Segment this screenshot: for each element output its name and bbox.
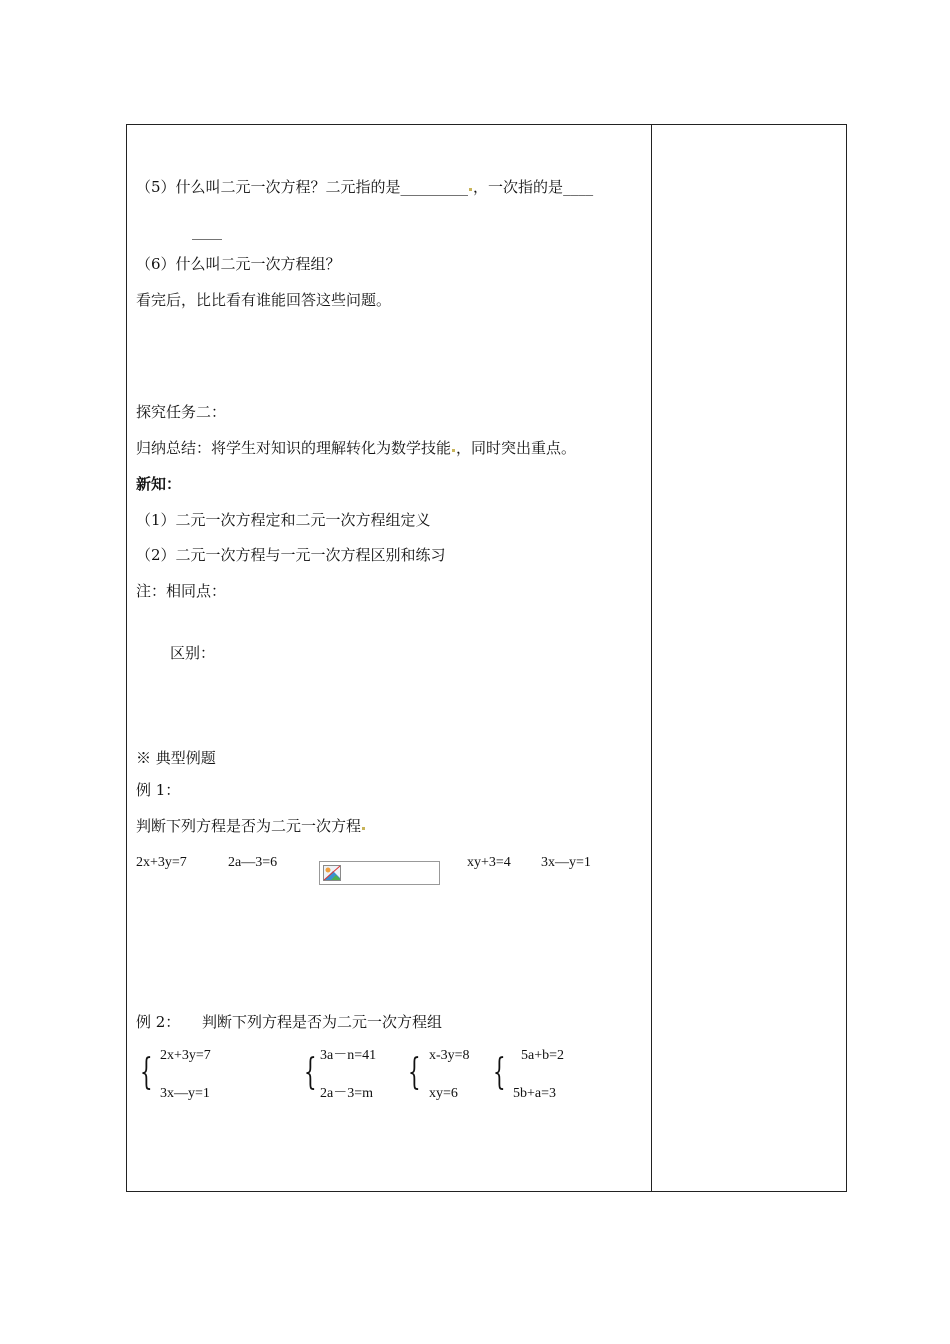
marker-dot	[469, 188, 472, 191]
after-reading-text: 看完后，比比看有谁能回答这些问题。	[136, 291, 392, 309]
example-1-label: 例 1：	[136, 781, 181, 799]
question-5	[136, 178, 593, 196]
summary-main: 归纳总结：将学生对知识的理解转化为数学技能	[136, 439, 452, 457]
blank-2: ____	[563, 178, 594, 196]
system-1-top: 2x+3y=7	[160, 1048, 211, 1063]
blank-continuation: ____	[192, 222, 222, 240]
equation-2: 2a—3=6	[228, 855, 278, 870]
example-1-question	[136, 817, 366, 835]
equation-4: 3x—y=1	[541, 855, 591, 870]
examples-heading: ※ 典型例题	[136, 749, 216, 767]
example-1-question-text: 判断下列方程是否为二元一次方程	[136, 817, 362, 835]
example-2-label: 例 2：	[136, 1013, 181, 1031]
marker-dot	[452, 449, 455, 452]
system-4-top: 5a+b=2	[521, 1048, 565, 1063]
table-frame	[126, 124, 847, 1192]
question-5-text-2: ，一次指的是	[473, 178, 564, 196]
task2-heading: 探究任务二：	[136, 403, 227, 421]
system-2-top: 3a－n=41	[320, 1048, 377, 1063]
brace-4: {	[493, 1052, 506, 1093]
brace-3: {	[408, 1052, 421, 1093]
summary-tail: ，同时突出重点。	[456, 439, 577, 457]
marker-dot	[362, 827, 365, 830]
example-2-question: 判断下列方程是否为二元一次方程组	[202, 1013, 443, 1031]
question-5-text: （5）什么叫二元一次方程？二元指的是	[136, 178, 401, 196]
blank-1: _________	[400, 178, 469, 196]
equation-1: 2x+3y=7	[136, 855, 187, 870]
difference-label: 区别：	[170, 644, 216, 662]
broken-image-icon	[323, 865, 341, 881]
summary-text	[136, 439, 576, 457]
brace-1: {	[140, 1052, 153, 1093]
equation-3: xy+3=4	[467, 855, 511, 870]
system-4-bottom: 5b+a=3	[513, 1086, 557, 1101]
system-3-top: x-3y=8	[429, 1048, 470, 1063]
item-1: （1）二元一次方程定和二元一次方程组定义	[136, 511, 431, 529]
new-knowledge-heading: 新知：	[136, 475, 182, 493]
brace-2: {	[304, 1052, 317, 1093]
embedded-image-placeholder	[319, 861, 440, 885]
note-same-points: 注：相同点：	[136, 582, 227, 600]
item-2: （2）二元一次方程与一元一次方程区别和练习	[136, 546, 446, 564]
system-1-bottom: 3x—y=1	[160, 1086, 210, 1101]
system-2-bottom: 2a－3=m	[320, 1086, 373, 1101]
column-divider	[651, 124, 652, 1192]
question-6: （6）什么叫二元一次方程组？	[136, 255, 341, 273]
system-3-bottom: xy=6	[429, 1086, 458, 1101]
